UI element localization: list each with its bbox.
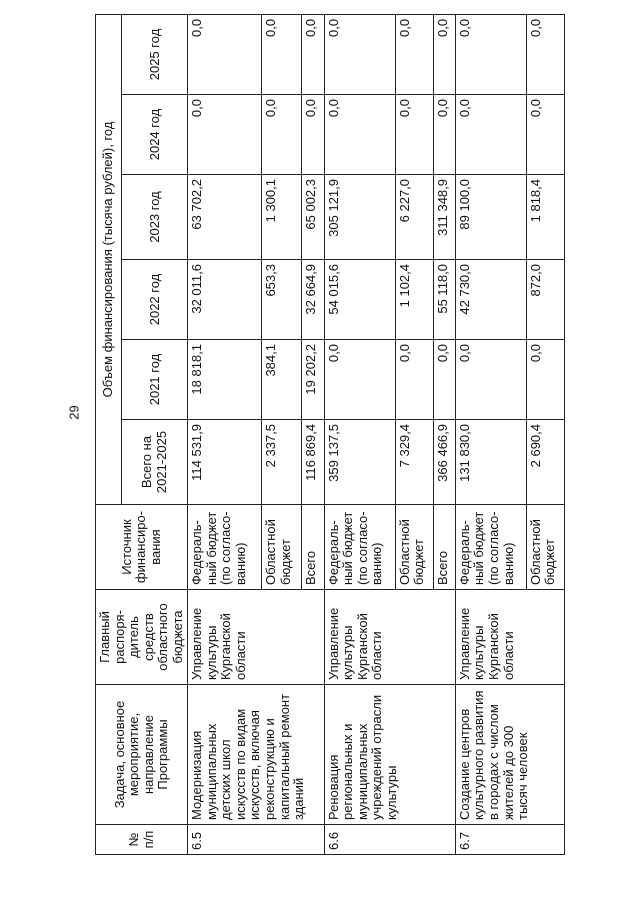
row-num: 6.7 (455, 825, 564, 855)
header-2024: 2024 год (122, 95, 188, 175)
cell-total: 131 830,0 (455, 420, 526, 505)
cell-2024: 0,0 (324, 95, 395, 175)
financing-table (95, 14, 565, 855)
header-source: Источник финансиро-вания (96, 505, 188, 590)
cell-2021: 0,0 (455, 340, 526, 420)
row-source: Областной бюджет (526, 505, 564, 590)
header-volume: Объем финансирования (тысяча рублей), год (96, 14, 122, 504)
cell-2023: 6 227,0 (395, 175, 433, 260)
cell-2025: 0,0 (455, 14, 526, 94)
cell-2021: 19 202,2 (301, 340, 324, 420)
cell-2023: 311 348,9 (433, 175, 455, 260)
cell-2022: 42 730,0 (455, 260, 526, 340)
row-task: Модернизация муниципальных детских школ искусств по видам искусств, включая реконструкцию и капитальный ремонт зданий (188, 685, 324, 825)
header-2022: 2022 год (122, 260, 188, 340)
cell-2024: 0,0 (395, 95, 433, 175)
cell-2022: 54 015,6 (324, 260, 395, 340)
cell-2025: 0,0 (188, 14, 262, 94)
cell-total: 2 337,5 (262, 420, 302, 505)
cell-2021: 0,0 (395, 340, 433, 420)
row-source: Федераль-ный бюджет (по согласо-ванию) (455, 505, 526, 590)
table-row (324, 14, 395, 854)
header-manager: Главный распоря-дитель средств областного бюджета (96, 590, 188, 685)
cell-2025: 0,0 (262, 14, 302, 94)
cell-2024: 0,0 (526, 95, 564, 175)
cell-2023: 305 121,9 (324, 175, 395, 260)
cell-2023: 89 100,0 (455, 175, 526, 260)
row-source: Всего (301, 505, 324, 590)
cell-2025: 0,0 (433, 14, 455, 94)
cell-2023: 65 002,3 (301, 175, 324, 260)
cell-2025: 0,0 (395, 14, 433, 94)
cell-total: 7 329,4 (395, 420, 433, 505)
row-num: 6.6 (324, 825, 455, 855)
row-source: Всего (433, 505, 455, 590)
row-source: Областной бюджет (395, 505, 433, 590)
cell-total: 359 137,5 (324, 420, 395, 505)
cell-2022: 1 102,4 (395, 260, 433, 340)
row-source: Федераль-ный бюджет (по согласо-ванию) (324, 505, 395, 590)
cell-2025: 0,0 (301, 14, 324, 94)
cell-2025: 0,0 (526, 14, 564, 94)
rotated-page-content (95, 15, 558, 855)
header-num: № п/п (96, 825, 188, 855)
table-row (455, 14, 526, 854)
table-row (188, 14, 262, 854)
cell-2022: 32 011,6 (188, 260, 262, 340)
header-task: Задача, основное мероприятие, направление Программы (96, 685, 188, 825)
cell-2025: 0,0 (324, 14, 395, 94)
cell-total: 2 690,4 (526, 420, 564, 505)
row-num: 6.5 (188, 825, 324, 855)
cell-2021: 0,0 (433, 340, 455, 420)
cell-2023: 63 702,2 (188, 175, 262, 260)
header-total: Всего на 2021-2025 (122, 420, 188, 505)
cell-2022: 32 664,9 (301, 260, 324, 340)
header-2025: 2025 год (122, 14, 188, 94)
cell-2021: 0,0 (526, 340, 564, 420)
cell-2022: 872,0 (526, 260, 564, 340)
cell-2023: 1 818,4 (526, 175, 564, 260)
cell-2024: 0,0 (433, 95, 455, 175)
row-source: Федераль-ный бюджет (по согласо-ванию) (188, 505, 262, 590)
row-task: Создание центров культурного развития в городах с числом жителей до 300 тысяч человек (455, 685, 564, 825)
cell-2021: 0,0 (324, 340, 395, 420)
page-number: 29 (66, 405, 82, 420)
cell-total: 366 466,9 (433, 420, 455, 505)
cell-total: 114 531,9 (188, 420, 262, 505)
cell-2022: 55 118,0 (433, 260, 455, 340)
cell-2024: 0,0 (455, 95, 526, 175)
header-2023: 2023 год (122, 175, 188, 260)
cell-2024: 0,0 (188, 95, 262, 175)
cell-total: 116 869,4 (301, 420, 324, 505)
row-task: Реновация региональных и муниципальных учреждений отрасли культуры (324, 685, 455, 825)
header-2021: 2021 год (122, 340, 188, 420)
row-manager: Управление культуры Курганской области (324, 590, 455, 685)
row-manager: Управление культуры Курганской области (455, 590, 564, 685)
row-source: Областной бюджет (262, 505, 302, 590)
cell-2022: 653,3 (262, 260, 302, 340)
cell-2021: 18 818,1 (188, 340, 262, 420)
cell-2023: 1 300,1 (262, 175, 302, 260)
row-manager: Управление культуры Курганской области (188, 590, 324, 685)
cell-2021: 384,1 (262, 340, 302, 420)
cell-2024: 0,0 (262, 95, 302, 175)
cell-2024: 0,0 (301, 95, 324, 175)
